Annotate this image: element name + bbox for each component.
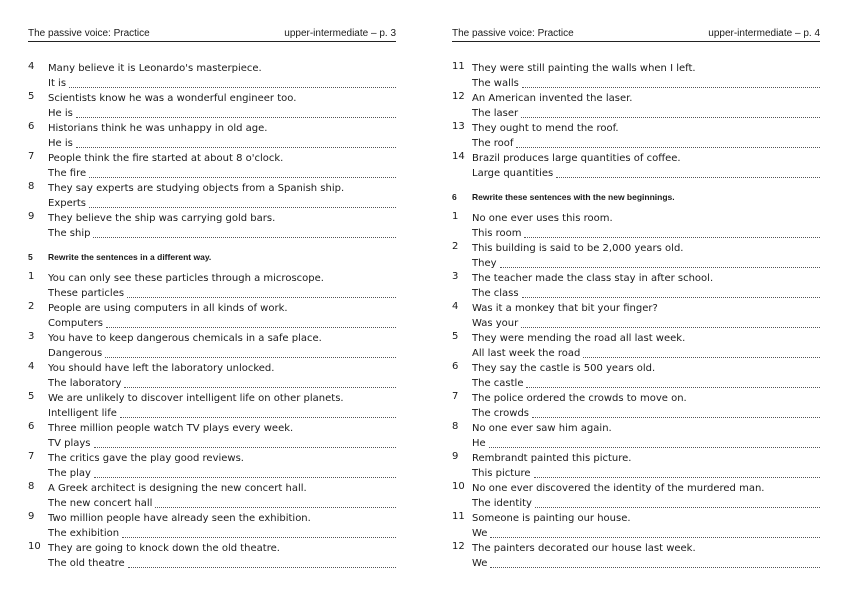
item-number: 11 bbox=[452, 61, 465, 72]
answer-line[interactable] bbox=[48, 286, 396, 301]
header-page-number: upper-intermediate – p. 3 bbox=[284, 28, 396, 39]
item-sentence: They say experts are studying objects from a Spanish ship. bbox=[48, 183, 345, 194]
answer-line[interactable] bbox=[472, 406, 820, 421]
exercise-item bbox=[28, 121, 396, 151]
answer-prompt: The old theatre bbox=[48, 558, 125, 569]
exercise-item bbox=[28, 541, 396, 571]
answer-line[interactable] bbox=[472, 526, 820, 541]
exercise-item bbox=[452, 541, 820, 571]
exercise-item bbox=[28, 451, 396, 481]
exercise-item bbox=[28, 331, 396, 361]
exercise-item bbox=[452, 451, 820, 481]
answer-blank[interactable] bbox=[534, 476, 820, 478]
item-number: 10 bbox=[452, 481, 465, 492]
item-sentence: They ought to mend the roof. bbox=[472, 123, 619, 134]
section-heading bbox=[28, 250, 396, 265]
answer-blank[interactable] bbox=[105, 356, 396, 358]
item-sentence: Many believe it is Leonardo's masterpiece. bbox=[48, 63, 262, 74]
answer-prompt: The play bbox=[48, 468, 91, 479]
exercise-item bbox=[452, 61, 820, 91]
answer-blank[interactable] bbox=[521, 326, 820, 328]
item-sentence: No one ever uses this room. bbox=[472, 213, 613, 224]
item-sentence: Rembrandt painted this picture. bbox=[472, 453, 632, 464]
item-sentence: You should have left the laboratory unlocked. bbox=[48, 363, 275, 374]
header-title: The passive voice: Practice bbox=[452, 28, 574, 39]
item-number: 7 bbox=[28, 451, 35, 462]
item-number: 6 bbox=[452, 361, 459, 372]
item-sentence: An American invented the laser. bbox=[472, 93, 633, 104]
answer-line[interactable] bbox=[48, 196, 396, 211]
answer-line[interactable] bbox=[472, 346, 820, 361]
exercise-item bbox=[452, 241, 820, 271]
answer-prompt: Intelligent life bbox=[48, 408, 117, 419]
answer-blank[interactable] bbox=[489, 446, 820, 448]
exercise-item bbox=[28, 181, 396, 211]
exercise-item bbox=[452, 271, 820, 301]
section-heading bbox=[452, 190, 820, 205]
answer-prompt: The walls bbox=[472, 78, 519, 89]
exercise-item bbox=[452, 481, 820, 511]
exercise-item bbox=[28, 91, 396, 121]
item-sentence: They believe the ship was carrying gold bars. bbox=[48, 213, 276, 224]
answer-line[interactable] bbox=[472, 556, 820, 571]
answer-line[interactable] bbox=[472, 286, 820, 301]
item-sentence: They were still painting the walls when I left. bbox=[472, 63, 696, 74]
answer-line[interactable] bbox=[48, 76, 396, 91]
item-sentence: Three million people watch TV plays every week. bbox=[48, 423, 294, 434]
answer-blank[interactable] bbox=[521, 116, 820, 118]
answer-line[interactable] bbox=[472, 496, 820, 511]
answer-line[interactable] bbox=[48, 166, 396, 181]
item-number: 9 bbox=[28, 511, 35, 522]
exercise-item bbox=[28, 61, 396, 91]
answer-prompt: He bbox=[472, 438, 486, 449]
answer-prompt: The castle bbox=[472, 378, 524, 389]
exercise-item bbox=[452, 91, 820, 121]
exercise-item bbox=[452, 151, 820, 181]
item-sentence: Two million people have already seen the exhibition. bbox=[48, 513, 311, 524]
answer-blank[interactable] bbox=[522, 86, 820, 88]
item-number: 3 bbox=[452, 271, 459, 282]
exercise-item bbox=[28, 481, 396, 511]
answer-line[interactable] bbox=[48, 556, 396, 571]
answer-blank[interactable] bbox=[127, 296, 396, 298]
exercise-item bbox=[452, 511, 820, 541]
answer-line[interactable] bbox=[472, 166, 820, 181]
item-sentence: A Greek architect is designing the new concert hall. bbox=[48, 483, 307, 494]
answer-line[interactable] bbox=[48, 496, 396, 511]
section-number: 5 bbox=[28, 252, 33, 262]
item-number: 4 bbox=[28, 361, 35, 372]
item-number: 10 bbox=[28, 541, 41, 552]
answer-blank[interactable] bbox=[524, 236, 820, 238]
answer-prompt: The identity bbox=[472, 498, 532, 509]
answer-blank[interactable] bbox=[89, 206, 396, 208]
answer-prompt: TV plays bbox=[48, 438, 91, 449]
exercise-item bbox=[452, 421, 820, 451]
answer-blank[interactable] bbox=[76, 146, 396, 148]
exercise-item bbox=[28, 511, 396, 541]
answer-prompt: Computers bbox=[48, 318, 103, 329]
item-sentence: The teacher made the class stay in after school. bbox=[472, 273, 714, 284]
answer-line[interactable] bbox=[48, 526, 396, 541]
left-page bbox=[28, 28, 396, 571]
item-sentence: The police ordered the crowds to move on. bbox=[472, 393, 687, 404]
answer-blank[interactable] bbox=[526, 386, 820, 388]
answer-blank[interactable] bbox=[128, 566, 396, 568]
item-number: 5 bbox=[452, 331, 459, 342]
answer-line[interactable] bbox=[472, 436, 820, 451]
answer-prompt: He is bbox=[48, 138, 73, 149]
item-number: 5 bbox=[28, 391, 35, 402]
answer-prompt: Experts bbox=[48, 198, 86, 209]
answer-prompt: These particles bbox=[48, 288, 125, 299]
answer-line[interactable] bbox=[472, 76, 820, 91]
answer-prompt: This room bbox=[472, 228, 522, 239]
item-number: 4 bbox=[452, 301, 459, 312]
answer-line[interactable] bbox=[48, 316, 396, 331]
answer-prompt: It is bbox=[48, 78, 67, 89]
item-number: 6 bbox=[28, 121, 35, 132]
answer-prompt: Large quantities bbox=[472, 168, 554, 179]
item-number: 14 bbox=[452, 151, 465, 162]
item-sentence: Brazil produces large quantities of coffee. bbox=[472, 153, 681, 164]
answer-line[interactable] bbox=[48, 466, 396, 481]
answer-blank[interactable] bbox=[500, 266, 820, 268]
page-header bbox=[452, 28, 820, 42]
item-sentence: The painters decorated our house last week. bbox=[472, 543, 696, 554]
answer-line[interactable] bbox=[48, 376, 396, 391]
item-sentence: They say the castle is 500 years old. bbox=[472, 363, 656, 374]
answer-prompt: We bbox=[472, 528, 488, 539]
answer-prompt: We bbox=[472, 558, 488, 569]
item-sentence: People think the fire started at about 8 o'clock. bbox=[48, 153, 284, 164]
answer-blank[interactable] bbox=[94, 446, 396, 448]
item-sentence: No one ever discovered the identity of the murdered man. bbox=[472, 483, 765, 494]
item-sentence: You can only see these particles through a microscope. bbox=[48, 273, 324, 284]
answer-blank[interactable] bbox=[94, 476, 396, 478]
item-sentence: You have to keep dangerous chemicals in a safe place. bbox=[48, 333, 322, 344]
item-number: 8 bbox=[28, 181, 35, 192]
answer-line[interactable] bbox=[48, 406, 396, 421]
answer-prompt: The crowds bbox=[472, 408, 530, 419]
answer-blank[interactable] bbox=[124, 386, 396, 388]
answer-blank[interactable] bbox=[155, 506, 396, 508]
exercise-item bbox=[28, 361, 396, 391]
answer-line[interactable] bbox=[472, 256, 820, 271]
item-number: 2 bbox=[452, 241, 459, 252]
exercise-item bbox=[28, 421, 396, 451]
exercise-item bbox=[452, 331, 820, 361]
item-number: 7 bbox=[452, 391, 459, 402]
answer-prompt: They bbox=[472, 258, 497, 269]
exercise-item bbox=[452, 301, 820, 331]
exercise-item bbox=[28, 391, 396, 421]
answer-blank[interactable] bbox=[490, 536, 820, 538]
answer-line[interactable] bbox=[48, 436, 396, 451]
answer-line[interactable] bbox=[48, 106, 396, 121]
answer-prompt: The exhibition bbox=[48, 528, 120, 539]
answer-prompt: Was your bbox=[472, 318, 519, 329]
exercise-item bbox=[452, 391, 820, 421]
exercise-list bbox=[28, 271, 396, 571]
item-number: 12 bbox=[452, 541, 465, 552]
answer-line[interactable] bbox=[48, 346, 396, 361]
answer-blank[interactable] bbox=[69, 86, 396, 88]
item-sentence: The critics gave the play good reviews. bbox=[48, 453, 244, 464]
exercise-item bbox=[28, 301, 396, 331]
answer-prompt: The laser bbox=[472, 108, 519, 119]
item-number: 5 bbox=[28, 91, 35, 102]
item-sentence: We are unlikely to discover intelligent life on other planets. bbox=[48, 393, 344, 404]
answer-blank[interactable] bbox=[120, 416, 396, 418]
item-sentence: Someone is painting our house. bbox=[472, 513, 631, 524]
item-number: 1 bbox=[28, 271, 35, 282]
answer-blank[interactable] bbox=[122, 536, 396, 538]
answer-line[interactable] bbox=[472, 136, 820, 151]
exercise-item bbox=[28, 271, 396, 301]
answer-prompt: All last week the road bbox=[472, 348, 581, 359]
answer-prompt: The ship bbox=[48, 228, 91, 239]
answer-blank[interactable] bbox=[106, 326, 396, 328]
item-number: 3 bbox=[28, 331, 35, 342]
exercise-item bbox=[28, 151, 396, 181]
item-number: 2 bbox=[28, 301, 35, 312]
answer-prompt: He is bbox=[48, 108, 73, 119]
answer-prompt: The roof bbox=[472, 138, 514, 149]
answer-prompt: The class bbox=[472, 288, 519, 299]
item-number: 8 bbox=[452, 421, 459, 432]
item-sentence: This building is said to be 2,000 years old. bbox=[472, 243, 684, 254]
item-sentence: Historians think he was unhappy in old age. bbox=[48, 123, 268, 134]
item-number: 11 bbox=[452, 511, 465, 522]
answer-line[interactable] bbox=[472, 226, 820, 241]
exercise-item bbox=[452, 361, 820, 391]
exercise-item bbox=[452, 211, 820, 241]
item-sentence: People are using computers in all kinds of work. bbox=[48, 303, 288, 314]
answer-blank[interactable] bbox=[583, 356, 820, 358]
item-number: 9 bbox=[452, 451, 459, 462]
item-sentence: No one ever saw him again. bbox=[472, 423, 612, 434]
answer-line[interactable] bbox=[48, 226, 396, 241]
answer-blank[interactable] bbox=[522, 296, 820, 298]
section-instruction: Rewrite the sentences in a different way. bbox=[48, 252, 212, 262]
answer-blank[interactable] bbox=[516, 146, 820, 148]
item-number: 12 bbox=[452, 91, 465, 102]
item-number: 4 bbox=[28, 61, 35, 72]
page-header bbox=[28, 28, 396, 42]
exercise-list bbox=[28, 61, 396, 241]
answer-line[interactable] bbox=[472, 466, 820, 481]
item-number: 7 bbox=[28, 151, 35, 162]
answer-line[interactable] bbox=[472, 316, 820, 331]
answer-prompt: The fire bbox=[48, 168, 87, 179]
answer-blank[interactable] bbox=[535, 506, 820, 508]
right-page bbox=[452, 28, 820, 571]
item-number: 8 bbox=[28, 481, 35, 492]
answer-prompt: The laboratory bbox=[48, 378, 122, 389]
answer-prompt: This picture bbox=[472, 468, 531, 479]
item-number: 13 bbox=[452, 121, 465, 132]
answer-prompt: Dangerous bbox=[48, 348, 103, 359]
section-instruction: Rewrite these sentences with the new beginnings. bbox=[472, 192, 675, 202]
answer-blank[interactable] bbox=[93, 236, 396, 238]
answer-line[interactable] bbox=[472, 106, 820, 121]
item-sentence: Scientists know he was a wonderful engineer too. bbox=[48, 93, 297, 104]
header-page-number: upper-intermediate – p. 4 bbox=[708, 28, 820, 39]
answer-blank[interactable] bbox=[532, 416, 820, 418]
answer-prompt: The new concert hall bbox=[48, 498, 153, 509]
exercise-list bbox=[452, 61, 820, 181]
answer-line[interactable] bbox=[48, 136, 396, 151]
item-number: 6 bbox=[28, 421, 35, 432]
exercise-item bbox=[28, 211, 396, 241]
exercise-list bbox=[452, 211, 820, 571]
header-title: The passive voice: Practice bbox=[28, 28, 150, 39]
answer-blank[interactable] bbox=[89, 176, 396, 178]
answer-blank[interactable] bbox=[556, 176, 820, 178]
answer-blank[interactable] bbox=[76, 116, 396, 118]
item-number: 9 bbox=[28, 211, 35, 222]
answer-blank[interactable] bbox=[490, 566, 820, 568]
item-sentence: They were mending the road all last week. bbox=[472, 333, 686, 344]
section-number: 6 bbox=[452, 192, 457, 202]
item-number: 1 bbox=[452, 211, 459, 222]
item-sentence: Was it a monkey that bit your finger? bbox=[472, 303, 658, 314]
answer-line[interactable] bbox=[472, 376, 820, 391]
exercise-item bbox=[452, 121, 820, 151]
item-sentence: They are going to knock down the old theatre. bbox=[48, 543, 280, 554]
